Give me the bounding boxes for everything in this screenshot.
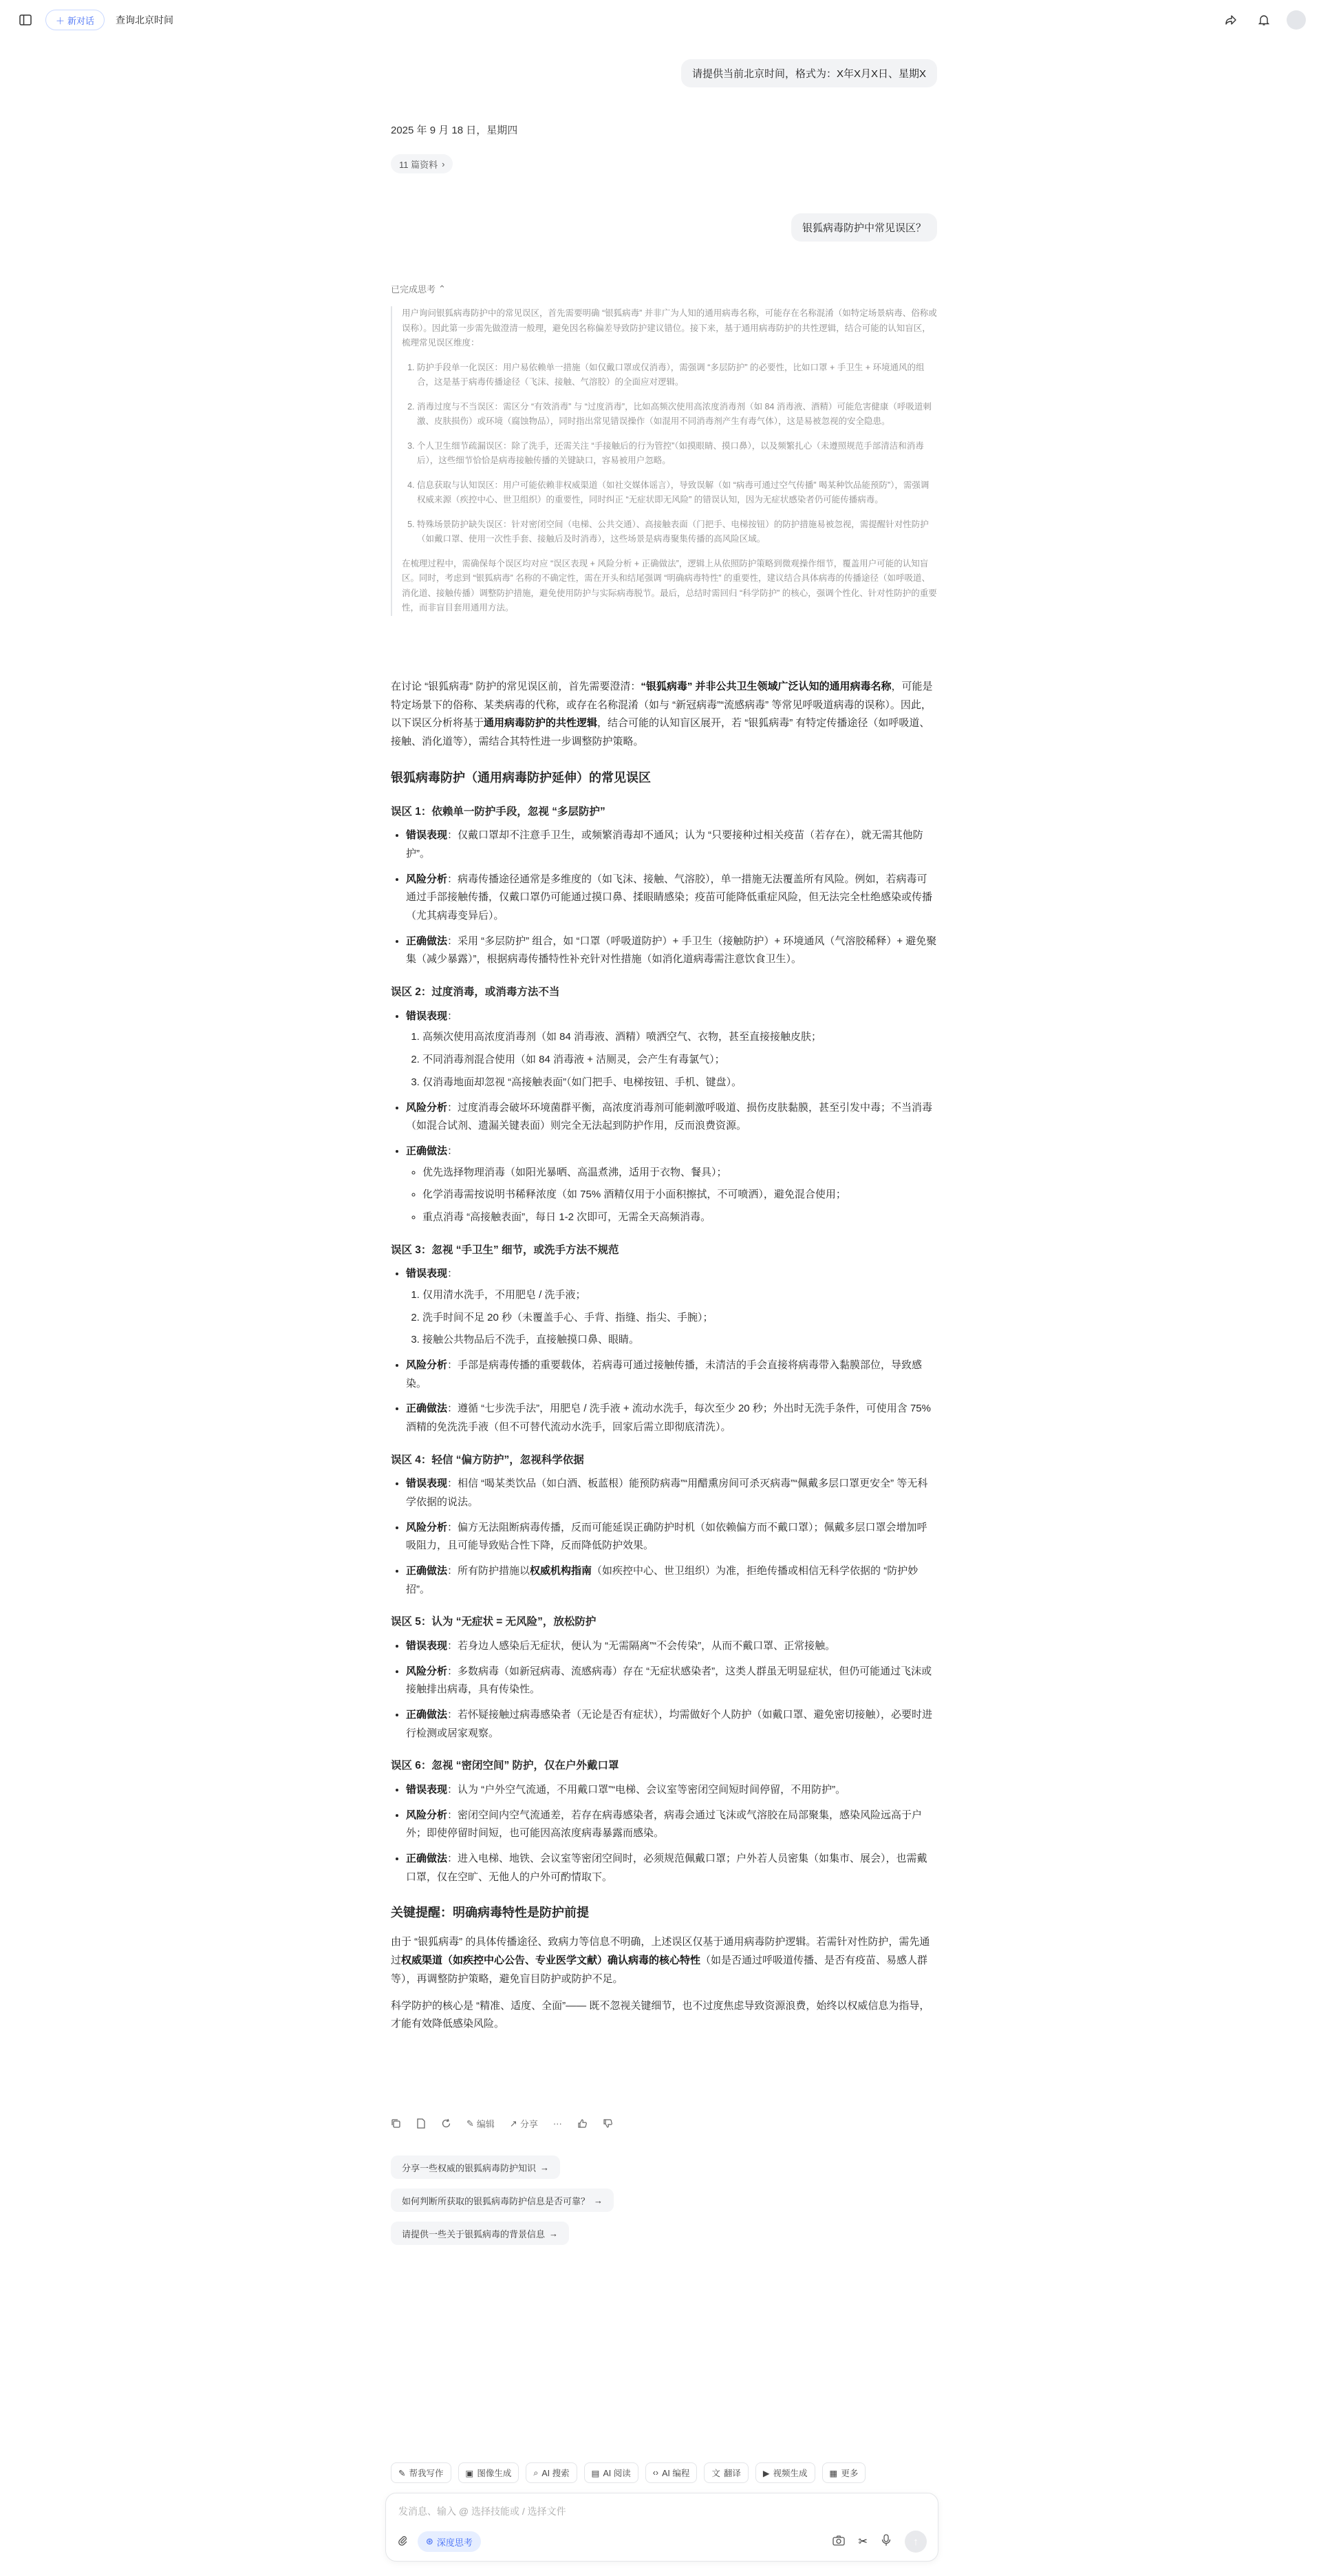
share-button[interactable]	[510, 2117, 538, 2130]
camera-icon[interactable]	[833, 2535, 845, 2549]
tool-image-gen[interactable]	[458, 2462, 519, 2483]
text-span: ：仅戴口罩却不注意手卫生，或频繁消毒却不通风；认为 “只要接种过相关疫苗（若存在），就无需其他防护”。	[406, 829, 923, 860]
list-item: 2. 不同消毒剂混合使用（如 84 消毒液 + 洁厕灵，会产生有毒氯气）；	[422, 1051, 937, 1069]
thinking-item: 4. 信息获取与认知误区：用户可能依赖非权威渠道（如社交媒体谣言），导致误解（如 “病毒可通过空气传播” 喝某种饮品能预防”），需强调权威来源（疾控中心、世卫组织）的重要性，同时纠正 “无症状即无风险” 的错误认知，因为无症状感染者仍可能传播病毒。	[417, 478, 937, 508]
text-span: ：过度消毒会破坏环境菌群平衡，高浓度消毒剂可能刺激呼吸道、损伤皮肤黏膜，甚至引发中毒；不当消毒（如混合试剂、遗漏关键表面）则完全无法起到防护作用，反而浪费资源。	[406, 1101, 933, 1132]
label-wrong: 错误表现	[406, 829, 448, 842]
user-bubble-1: 请提供当前北京时间，格式为：X年X月X日、星期X	[681, 59, 937, 87]
myth-6-wrong	[406, 1781, 937, 1800]
thumbs-up-icon[interactable]	[577, 2118, 588, 2129]
read-icon: ▤	[591, 2468, 600, 2478]
myth-2-wrong-items	[406, 1028, 937, 1092]
thumbs-down-icon[interactable]	[603, 2118, 613, 2129]
regenerate-icon[interactable]	[441, 2118, 451, 2129]
bold-span: 权威渠道（如疾控中心公告、专业医学文献）确认病毒的核心特性	[401, 1955, 701, 1967]
video-icon: ▶	[762, 2468, 770, 2478]
scissors-icon[interactable]: ✂	[858, 2536, 868, 2548]
myth-4-risk	[406, 1519, 937, 1555]
image-icon: ▣	[465, 2468, 474, 2478]
copy-icon[interactable]	[391, 2118, 401, 2129]
label-wrong: 错误表现	[406, 1639, 448, 1652]
message-input[interactable]: 发消息、输入 @ 选择技能或 / 选择文件	[398, 2506, 566, 2517]
label-right: 正确做法	[406, 1709, 448, 1721]
final-paragraph: 科学防护的核心是 “精准、适度、全面”—— 既不忽视关键细节，也不过度焦虑导致资源浪费，始终以权威信息为指导，才能有效降低感染风险。	[391, 1999, 930, 2030]
label-wrong: 错误表现	[406, 1784, 448, 1796]
myth-3-wrong: • 错误表现： 1. 仅用清水洗手，不用肥皂 / 洗手液； 2. 洗手时间不足 20 秒（未覆盖手心、手背、指缝、指尖、手腕）； 3. 接触公共物品后不洗手，直接触摸口鼻、眼睛。	[406, 1265, 937, 1350]
list-item: 3. 接触公共物品后不洗手，直接触摸口鼻、眼睛。	[422, 1331, 937, 1350]
myth-2-list	[391, 1008, 937, 1227]
thinking-outro: 在梳理过程中，需确保每个误区均对应 “误区表现 + 风险分析 + 正确做法”，逻辑上从依照防护策略到微观操作细节，覆盖用户可能的认知盲区。同时，考虑到 “银狐病毒” 名称的不确定性，需在开头和结尾强调 “明确病毒特性” 的重要性，建议结合具体病毒的传播途径（如呼吸道、消化道、接触传播）调整防护措施，避免使用防护与实际病毒脱节。最后，总结时需回归 “科学防护” 的核心，强调个性化、针对性防护的重要性，而非盲目套用通用方法。	[402, 558, 937, 613]
myth-2-wrong: • 错误表现： 1. 高频次使用高浓度消毒剂（如 84 消毒液、酒精）喷洒空气、衣物，甚至直接接触皮肤； 2. 不同消毒剂混合使用（如 84 消毒液 + 洁厕灵，会产生有毒氯气）； 3. 仅消毒地面却忽视 “高接触表面”（如门把手、电梯按钮、手机、键盘）。	[406, 1008, 937, 1092]
label-right: 正确做法	[406, 1403, 448, 1415]
key-heading: 关键提醒：明确病毒特性是防护前提	[391, 1906, 589, 1920]
myth-1-list	[391, 827, 937, 969]
share-arrow-icon: ↗	[509, 2118, 517, 2129]
key-paragraph	[391, 1933, 937, 1988]
top-bar	[0, 0, 1321, 40]
list-item: 2. 洗手时间不足 20 秒（未覆盖手心、手背、指缝、指尖、手腕）；	[422, 1309, 937, 1328]
thinking-label: 已完成思考	[391, 284, 436, 295]
avatar[interactable]	[1287, 10, 1306, 30]
references-label: 11 篇资料	[399, 159, 438, 170]
thinking-list	[402, 361, 937, 547]
text-span: ：偏方无法阻断病毒传播，反而可能延误正确防护时机（如依赖偏方而不戴口罩）；佩戴多层口罩会增加呼吸阻力，且可能导致贴合性下降，反而降低防护效果。	[406, 1521, 927, 1552]
edit-label: 编辑	[476, 2119, 495, 2129]
tool-label: AI 搜索	[541, 2469, 570, 2478]
suggestion-chip[interactable]	[391, 2189, 614, 2212]
bell-icon[interactable]	[1254, 10, 1274, 30]
assistant-answer-1	[391, 123, 937, 137]
label-risk: 风险分析	[406, 1101, 448, 1114]
label-right: 正确做法	[406, 935, 448, 947]
chevron-right-icon: ›	[442, 158, 445, 169]
pen-icon: ✎	[398, 2468, 406, 2478]
list-item: ◦ 化学消毒需按说明书稀释浓度（如 75% 酒精仅用于小面积擦拭，不可喷洒），避免混合使用；	[422, 1186, 937, 1204]
label-wrong: 错误表现	[406, 1010, 448, 1022]
suggestions	[391, 2155, 937, 2255]
share-icon[interactable]	[1221, 10, 1241, 30]
tool-video-gen[interactable]	[755, 2462, 815, 2483]
myth-6-title: 误区 6：忽视 “密闭空间” 防护，仅在户外戴口罩	[391, 1760, 619, 1772]
more-icon[interactable]: ···	[552, 2118, 562, 2129]
deep-think-icon: ⊛	[426, 2536, 433, 2546]
label-wrong: 错误表现	[406, 1478, 448, 1490]
text-span: ：若身边人感染后无症状，便认为 “无需隔离”“不会传染”，从而不戴口罩、正常接触。	[447, 1639, 836, 1652]
myth-1-title: 误区 1：依赖单一防护手段，忽视 “多层防护”	[391, 805, 605, 818]
text-span: ：手部是病毒传播的重要载体，若病毒可通过接触传播，未清洁的手会直接将病毒带入黏膜部位，导致感染。	[406, 1359, 923, 1390]
myth-3-title: 误区 3：忽视 “手卫生” 细节，或洗手方法不规范	[391, 1244, 619, 1256]
list-item: 1. 仅用清水洗手，不用肥皂 / 洗手液；	[422, 1286, 937, 1305]
edit-button[interactable]	[466, 2117, 495, 2130]
text-span: ：密闭空间内空气流通差，若存在病毒感染者，病毒会通过飞沫或气溶胶在局部聚集，感染风险远高于户外；即使停留时间短，也可能因高浓度病毒暴露而感染。	[406, 1809, 923, 1840]
chat-title: 查询北京时间	[116, 14, 174, 25]
text-span: （如是否通过呼吸道传播、是否有疫苗、易感人群等），再调整防护策略，避免盲目防护或防护不足。	[391, 1955, 928, 1985]
text-span: ：认为 “户外空气流通，不用戴口罩”“电梯、会议室等密闭空间短时间停留，不用防护”。	[447, 1784, 846, 1796]
myth-4-wrong	[406, 1475, 937, 1511]
myth-3-wrong-items	[406, 1286, 937, 1350]
suggestion-chip[interactable]	[391, 2155, 560, 2179]
text-span: （如疾控中心、世卫组织）为准，拒绝传播或相信无科学依据的 “防护妙招”。	[406, 1565, 919, 1595]
label-risk: 风险分析	[406, 873, 448, 885]
attachment-icon[interactable]	[397, 2535, 408, 2549]
bold-span: 权威机构指南	[530, 1565, 592, 1577]
thinking-toggle-row	[391, 282, 937, 295]
chevron-up-icon: ⌃	[438, 283, 446, 294]
text-span: ：病毒传播途径通常是多维度的（如飞沫、接触、气溶胶），单一措施无法覆盖所有风险。例如，若病毒可通过手部接触传播，仅戴口罩仍可能通过摸口鼻、揉眼睛感染；疫苗可能降低重症风险，但无法完全杜绝感染或传播（尤其病毒变异后）。	[406, 873, 933, 922]
bold-span: “银狐病毒” 并非公共卫生领域广泛认知的通用病毒名称	[641, 681, 892, 692]
user-bubble-2: 银狐病毒防护中常见误区？	[791, 213, 937, 242]
myth-4-right	[406, 1562, 937, 1599]
bold-span: 通用病毒防护的共性逻辑	[484, 717, 598, 730]
thinking-block	[391, 306, 937, 616]
thinking-item: 3. 个人卫生细节疏漏误区：除了洗手，还需关注 “手接触后的行为管控”（如摸眼睛、摸口鼻），以及频繁扎心（未遵照规范手部清洁和消毒后），这些细节恰恰是病毒接触传播的关键缺口，容易被用户忽略。	[417, 439, 937, 469]
myth-6-risk	[406, 1807, 937, 1843]
myth-4-list	[391, 1475, 937, 1599]
text-span: ：相信 “喝某类饮品（如白酒、板蓝根）能预防病毒”“用醋熏房间可杀灭病毒”“佩戴多层口罩更安全” 等无科学依据的说法。	[406, 1478, 928, 1508]
tool-ai-search[interactable]	[526, 2462, 577, 2483]
send-button[interactable]	[905, 2531, 927, 2553]
message-actions	[391, 2117, 937, 2130]
myth-5-list	[391, 1637, 937, 1743]
tool-label: 帮我写作	[409, 2469, 444, 2478]
tool-ai-read[interactable]	[584, 2462, 638, 2483]
deep-think-toggle[interactable]	[418, 2531, 481, 2552]
tool-label: AI 编程	[662, 2469, 690, 2478]
tool-label: 视频生成	[773, 2469, 808, 2478]
text-span: ，可能是特定场景下的俗称、某类病毒的代称，或存在名称混淆（如与 “新冠病毒”“流感病毒” 等常见呼吸道病毒的误称）。因此，以下误区分析将基于	[391, 681, 933, 730]
list-item: 3. 仅消毒地面却忽视 “高接触表面”（如门把手、电梯按钮、手机、键盘）。	[422, 1074, 937, 1092]
label-risk: 风险分析	[406, 1809, 448, 1821]
text-span: ：多数病毒（如新冠病毒、流感病毒）存在 “无症状感染者”，这类人群虽无明显症状，但仍可能通过飞沫或接触排出病毒，具有传染性。	[406, 1665, 932, 1696]
share-label: 分享	[519, 2119, 538, 2129]
text-span: ：采用 “多层防护” 组合，如 “口罩（呼吸道防护）+ 手卫生（接触防护）+ 环境通风（气溶胶稀释）+ 避免聚集（减少暴露）”，根据病毒传播特性补充针对性措施（如消化道病毒需注意饮食卫生）。	[406, 935, 937, 966]
tool-ai-code[interactable]	[645, 2462, 698, 2483]
suggestion-chip[interactable]	[391, 2222, 569, 2245]
label-right: 正确做法	[406, 1145, 448, 1157]
arrow-right-icon: →	[540, 2162, 550, 2173]
new-chat-label: 新对话	[67, 15, 95, 26]
myth-1-risk	[406, 871, 937, 926]
search-icon: ⌕	[533, 2467, 539, 2478]
thinking-toggle[interactable]	[391, 282, 937, 295]
myth-5-wrong	[406, 1637, 937, 1656]
myth-3-right	[406, 1400, 937, 1436]
list-item: ◦ 重点消毒 “高接触表面”，每日 1-2 次即可，无需全天高频消毒。	[422, 1209, 937, 1227]
send-arrow-icon: ↑	[913, 2535, 919, 2548]
myth-2-title: 误区 2：过度消毒，或消毒方法不当	[391, 986, 560, 999]
thinking-content	[391, 306, 937, 616]
new-chat-button[interactable]	[45, 10, 105, 30]
arrow-right-icon: →	[594, 2195, 603, 2206]
message-composer[interactable]	[385, 2493, 938, 2562]
label-right: 正确做法	[406, 1853, 448, 1865]
tool-label: AI 阅读	[603, 2469, 631, 2478]
text-span: ：所有防护措施以	[447, 1565, 530, 1577]
thinking-intro: 用户询问银狐病毒防护中的常见误区，首先需要明确 “银狐病毒” 并非广为人知的通用病毒名称，可能存在名称混淆（如特定场景病毒、俗称或误称）。因此第一步需先做澄清一般理，避免因名称偏差导致防护建议错位。接下来，基于通用病毒防护的共性逻辑，结合可能的认知盲区，梳理常见误区维度：	[402, 308, 937, 348]
code-icon: ‹›	[652, 2468, 659, 2478]
myth-2-right-items	[406, 1164, 937, 1227]
suggestion-label: 请提供一些关于银狐病毒的背景信息	[402, 2228, 546, 2239]
myth-5-right	[406, 1706, 937, 1743]
tool-more[interactable]	[822, 2462, 866, 2483]
translate-icon: 文	[711, 2469, 720, 2478]
grid-icon: ▦	[829, 2468, 838, 2478]
microphone-icon[interactable]	[881, 2534, 891, 2550]
myth-5-title: 误区 5：认为 “无症状 = 无风险”，放松防护	[391, 1616, 597, 1628]
thinking-item: 1. 防护手段单一化误区：用户易依赖单一措施（如仅戴口罩或仅消毒），需强调 “多层防护” 的必要性，比如口罩 + 手卫生 + 环境通风的组合，这是基于病毒传播途径（飞沫、接触、气溶胶）的全面应对逻辑。	[417, 361, 937, 390]
references-chip[interactable]	[391, 154, 453, 173]
skill-toolbar	[391, 2462, 866, 2483]
label-wrong: 错误表现	[406, 1268, 448, 1280]
text-span: 由于 “银狐病毒” 的具体传播途径、致病力等信息不明确，上述误区仅基于通用病毒防护逻辑。若需针对性防护，需先通过	[391, 1936, 930, 1967]
answer-heading: 银狐病毒防护（通用病毒防护延伸）的常见误区	[391, 770, 651, 785]
tool-writing[interactable]	[391, 2462, 451, 2483]
list-item: 1. 高频次使用高浓度消毒剂（如 84 消毒液、酒精）喷洒空气、衣物，甚至直接接触皮肤；	[422, 1028, 937, 1047]
user-message-2	[391, 213, 937, 242]
myth-6-right	[406, 1850, 937, 1886]
list-item: ◦ 优先选择物理消毒（如阳光暴晒、高温煮沸，适用于衣物、餐具）；	[422, 1164, 937, 1182]
myth-2-risk	[406, 1099, 937, 1136]
text-span: ：进入电梯、地铁、会议室等密闭空间时，必须规范佩戴口罩；户外若人员密集（如集市、展会），也需戴口罩，仅在空旷、无他人的户外可酌情取下。	[406, 1853, 927, 1883]
text-span: 在讨论 “银狐病毒” 防护的常见误区前，首先需要澄清：	[391, 681, 641, 692]
answer-intro	[391, 678, 937, 752]
label-right: 正确做法	[406, 1565, 448, 1577]
myth-2-right: • 正确做法： ◦ 优先选择物理消毒（如阳光暴晒、高温煮沸，适用于衣物、餐具）； ◦ 化学消毒需按说明书稀释浓度（如 75% 酒精仅用于小面积擦拭，不可喷洒），避免混合使用； ◦ 重点消毒 “高接触表面”，每日 1-2 次即可，无需全天高频消毒。	[406, 1142, 937, 1227]
sidebar-toggle-icon[interactable]	[15, 10, 36, 30]
tool-label: 更多	[841, 2469, 859, 2478]
label-risk: 风险分析	[406, 1359, 448, 1371]
myth-4-title: 误区 4：轻信 “偏方防护”，忽视科学依据	[391, 1454, 584, 1466]
myth-3-list	[391, 1265, 937, 1437]
thinking-item: 5. 特殊场景防护缺失误区：针对密闭空间（电梯、公共交通）、高接触表面（门把手、电梯按钮）的防护措施易被忽视，需提醒针对性防护（如戴口罩、使用一次性手套、接触后及时消毒），这些场景是病毒聚集传播的高风险区域。	[417, 518, 937, 547]
text-span: ：若怀疑接触过病毒感染者（无论是否有症状），均需做好个人防护（如戴口罩、避免密切接触），必要时进行检测或居家观察。	[406, 1709, 933, 1739]
myth-3-risk	[406, 1356, 937, 1393]
thinking-item: 2. 消毒过度与不当误区：需区分 “有效消毒” 与 “过度消毒”，比如高频次使用高浓度消毒剂（如 84 消毒液、酒精）可能危害健康（呼吸道刺激、皮肤损伤）或环境（腐蚀物品），同时指出常见错误操作（如混用不同消毒剂产生有毒气体），这是易被忽视的安全隐患。	[417, 400, 937, 429]
myth-1-wrong	[406, 827, 937, 863]
text-span: ，结合可能的认知盲区展开，若 “银狐病毒” 有特定传播途径（如呼吸道、接触、消化道等），需结合其特性进一步调整防护策略。	[391, 717, 930, 748]
user-message-1	[391, 59, 937, 87]
label-risk: 风险分析	[406, 1665, 448, 1677]
myth-5-risk	[406, 1663, 937, 1699]
tool-label: 翻译	[723, 2469, 741, 2478]
tool-translate[interactable]	[704, 2462, 749, 2483]
document-icon[interactable]	[416, 2118, 426, 2129]
plus-icon: ＋	[56, 15, 65, 26]
tool-label: 图像生成	[477, 2469, 512, 2478]
myth-6-list	[391, 1781, 937, 1886]
suggestion-label: 如何判断所获取的银狐病毒防护信息是否可靠？	[402, 2195, 590, 2206]
references-row	[391, 154, 937, 173]
label-risk: 风险分析	[406, 1521, 448, 1533]
arrow-right-icon: →	[549, 2228, 559, 2239]
text-span: ：遵循 “七步洗手法”，用肥皂 / 洗手液 + 流动水洗手，每次至少 20 秒；外出时无洗手条件，可使用含 75% 酒精的免洗洗手液（但不可替代流动水洗手，回家后需立即彻底清洗）。	[406, 1403, 931, 1434]
assistant-answer-2	[391, 678, 937, 2042]
myth-1-right	[406, 933, 937, 969]
deep-think-label: 深度思考	[436, 2537, 473, 2548]
answer-time: 2025 年 9 月 18 日，星期四	[391, 125, 518, 136]
suggestion-label: 分享一些权威的银狐病毒防护知识	[402, 2162, 537, 2173]
edit-icon: ✎	[466, 2118, 474, 2129]
